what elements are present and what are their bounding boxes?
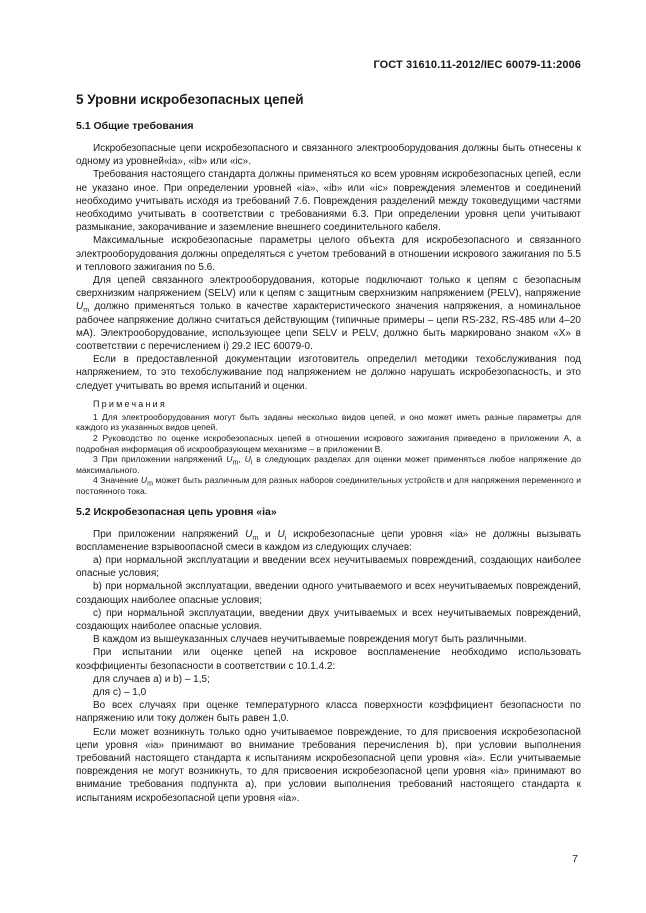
paragraph: Для цепей связанного электрооборудования, которые подключают только к цепям с безопасным сверхнизким напряжением (SELV) или к цепям с защитным сверхнизким напряжением (PELV), напряжение $U_m$ должно применяться только в качестве характеристического значения напряжения, а номинальное рабочее напряжение должно считаться действующим (типичные примеры – цепи RS-232, RS-485 или 4–20 мА). Электрооборудование, использующее цепи SELV и PELV, должно быть маркировано знаком «X» в соответствии с перечислением i) 29.2 IEC 60079-0. bbox=[76, 275, 581, 353]
page-content bbox=[76, 91, 581, 805]
paragraph: Искробезопасные цепи искробезопасного и связанного электрооборудования должны быть отнесены к одному из уровней«ia», «ib» или «ic». bbox=[76, 143, 581, 168]
factor-line: для случаев а) и b) – 1,5; bbox=[93, 673, 210, 685]
paragraph: При приложении напряжений $U_m$ и $U_i$ искробезопасные цепи уровня «ia» не должны вызывать воспламенение взрывоопасной смеси в каждом из следующих случаев: bbox=[76, 528, 581, 553]
page-number: 7 bbox=[572, 853, 578, 865]
paragraph: Максимальные искробезопасные параметры целого объекта для искробезопасного и связанного электрооборудования должны определяться с учетом требований в отношении искрового зажигания по 5.5 и теплового зажигания по 5.6. bbox=[76, 235, 581, 273]
list-item: b) при нормальной эксплуатации, введении одного учитываемого и всех неучитываемых повреждений, создающих наиболее опасные условия; bbox=[76, 581, 581, 606]
section-title: 5 Уровни искробезопасных цепей bbox=[76, 92, 304, 107]
note-item: 3 При приложении напряжений $U_m$, $U_i$ в следующих разделах для оценки может применяться любое напряжение до максимального. bbox=[76, 454, 582, 475]
paragraph: Если может возникнуть только одно учитываемое повреждение, то для присвоения искробезопасной цепи уровня «ia» принимают во внимание требования перечисления b), при условии выполнения требований настоящего стандарта к испытаниям искробезопасной цепи уровня «ia». Если учитываемые повреждения не могут возникнуть, то для присвоения искробезопасной цепи уровня «ia» принимают во внимание требования подпункта а), при условии выполнения требований настоящего стандарта к испытаниям искробезопасной цепи уровня «ia». bbox=[76, 726, 581, 804]
notes-heading: Примечания bbox=[93, 398, 167, 409]
note-item: 2 Руководство по оценке искробезопасных цепей в отношении искрового зажигания приведено в приложении А, а подробная информация об искрообразующем механизме – в приложении В. bbox=[76, 433, 581, 454]
subsection-title-5-1: 5.1 Общие требования bbox=[76, 120, 194, 132]
paragraph: При испытании или оценке цепей на искровое воспламенение необходимо использовать коэффициенты безопасности в соответствии с 10.1.4.2: bbox=[76, 647, 581, 672]
factor-line: для с) – 1,0 bbox=[93, 687, 147, 699]
list-item: а) при нормальной эксплуатации и введении всех неучитываемых повреждений, создающих наиболее опасные условия; bbox=[76, 555, 581, 580]
list-item: с) при нормальной эксплуатации, введении двух учитываемых и всех неучитываемых повреждений, создающих наиболее опасные условия. bbox=[76, 607, 581, 633]
paragraph: Во всех случаях при оценке температурного класса поверхности коэффициент безопасности по напряжению или току должен быть равен 1,0. bbox=[76, 700, 581, 725]
standard-code-header: ГОСТ 31610.11-2012/IEC 60079-11:2006 bbox=[373, 59, 581, 71]
paragraph: В каждом из вышеуказанных случаев неучитываемые повреждения могут быть различными. bbox=[93, 634, 527, 646]
paragraph: Требования настоящего стандарта должны применяться ко всем уровням искробезопасных цепей, если не указано иное. При определении уровней «ia», «ib» или «ic» повреждения элементов и соединений необходимо учитывать исходя из требований 7.6. Повреждения разделений между токоведущими частями необходимо учитывать в соответствии с требованиями 6.3. При определении уровня цепи учитывают размыкание, закорачивание и заземление внешнего соединительного кабеля. bbox=[76, 169, 581, 234]
note-item: 1 Для электрооборудования могут быть заданы несколько видов цепей, и оно может иметь разные параметры для каждого из указанных видов цепей. bbox=[76, 411, 581, 433]
paragraph: Если в предоставленной документации изготовитель определил методики техобслуживания под напряжением, то это техобслуживание под напряжением не должно нарушать искробезопасность, и это следует учитывать во время испытаний и оценки. bbox=[76, 354, 581, 392]
note-item: 4 Значение $U_m$ может быть различным для разных наборов соединительных устройств и для напряжения переменного и постоянного тока. bbox=[76, 475, 581, 497]
subsection-title-5-2: 5.2 Искробезопасная цепь уровня «ia» bbox=[76, 505, 277, 518]
